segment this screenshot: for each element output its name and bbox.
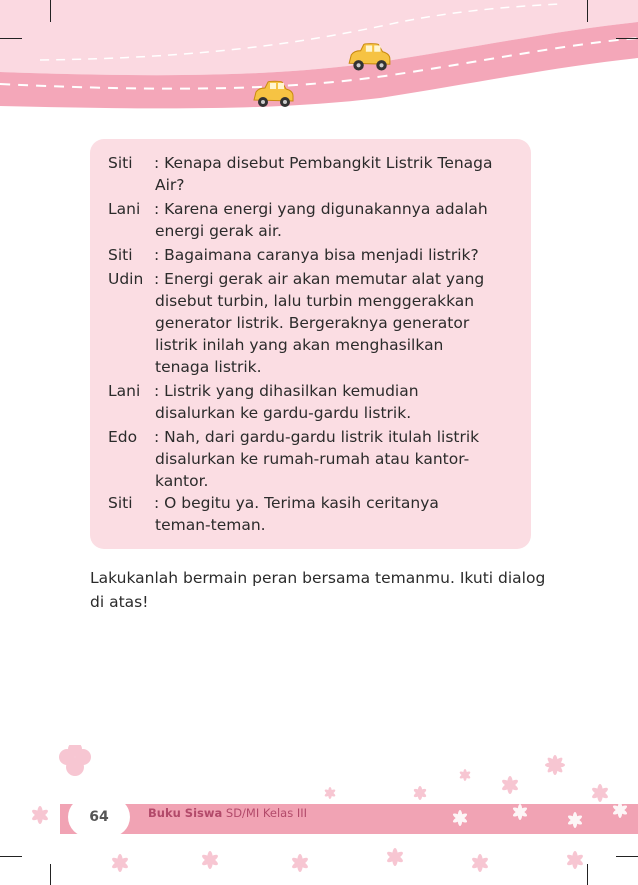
dialog-text: Nah, dari gardu-gardu listrik itulah listrik	[164, 428, 480, 446]
dialog-speaker: Siti	[108, 246, 133, 264]
crop-mark	[50, 0, 51, 22]
dialog-line: Lani : Listrik yang dihasilkan kemudian	[108, 382, 419, 400]
dialog-text: energi gerak air.	[155, 222, 282, 240]
dialog-speaker: Siti	[108, 494, 133, 512]
dialog-text: Kenapa disebut Pembangkit Listrik Tenaga	[164, 154, 493, 172]
dialog-line: Siti : Kenapa disebut Pembangkit Listrik Tenaga	[108, 154, 493, 172]
dialog-text: Energi gerak air akan memutar alat yang	[164, 270, 485, 288]
dialog-text: generator listrik. Bergeraknya generator	[155, 314, 470, 332]
dialog-line: Edo : Nah, dari gardu-gardu listrik itulah listrik	[108, 428, 480, 446]
dialog-text: kantor.	[155, 472, 209, 490]
car-icon	[250, 80, 296, 110]
dialog-line: Udin : Energi gerak air akan memutar alat yang	[108, 270, 485, 288]
dialog-line: Lani : Karena energi yang digunakannya adalah	[108, 200, 488, 218]
book-title-rest: SD/MI Kelas III	[225, 806, 308, 820]
dialog-text: teman-teman.	[155, 516, 266, 534]
book-title-bold: Buku Siswa	[148, 806, 223, 820]
dialog-speaker: Lani	[108, 200, 141, 218]
page-number: 64	[68, 797, 130, 837]
instruction-text: Lakukanlah bermain peran bersama temanmu. Ikuti dialog di atas!	[90, 569, 546, 611]
footer-bar-flowers	[440, 790, 638, 850]
dialog-speaker: Lani	[108, 382, 141, 400]
dialog-text: Bagaimana caranya bisa menjadi listrik?	[164, 246, 479, 264]
dialog-text: listrik inilah yang akan menghasilkan	[155, 336, 444, 354]
dialog-line: Siti : Bagaimana caranya bisa menjadi listrik?	[108, 246, 479, 264]
dialog-line: Siti : O begitu ya. Terima kasih ceritanya	[108, 494, 439, 512]
dialog-text: disalurkan ke gardu-gardu listrik.	[155, 404, 412, 422]
dialog-speaker: Siti	[108, 154, 133, 172]
dialog-text: O begitu ya. Terima kasih ceritanya	[164, 494, 439, 512]
crop-mark	[616, 38, 638, 39]
dialog-speaker: Edo	[108, 428, 138, 446]
header-road-decoration	[0, 0, 638, 115]
dialog-text: Air?	[155, 176, 185, 194]
dialog-speaker: Udin	[108, 270, 144, 288]
dialog-text: disalurkan ke rumah-rumah atau kantor-	[155, 450, 470, 468]
dialog-text: tenaga listrik.	[155, 358, 262, 376]
car-icon	[345, 42, 393, 74]
dialog-text: Karena energi yang digunakannya adalah	[164, 200, 488, 218]
crop-mark	[0, 38, 22, 39]
book-title	[148, 806, 307, 820]
dialog-text: disebut turbin, lalu turbin menggerakkan	[155, 292, 475, 310]
dialog-text: Listrik yang dihasilkan kemudian	[164, 382, 419, 400]
crop-mark	[587, 0, 588, 22]
